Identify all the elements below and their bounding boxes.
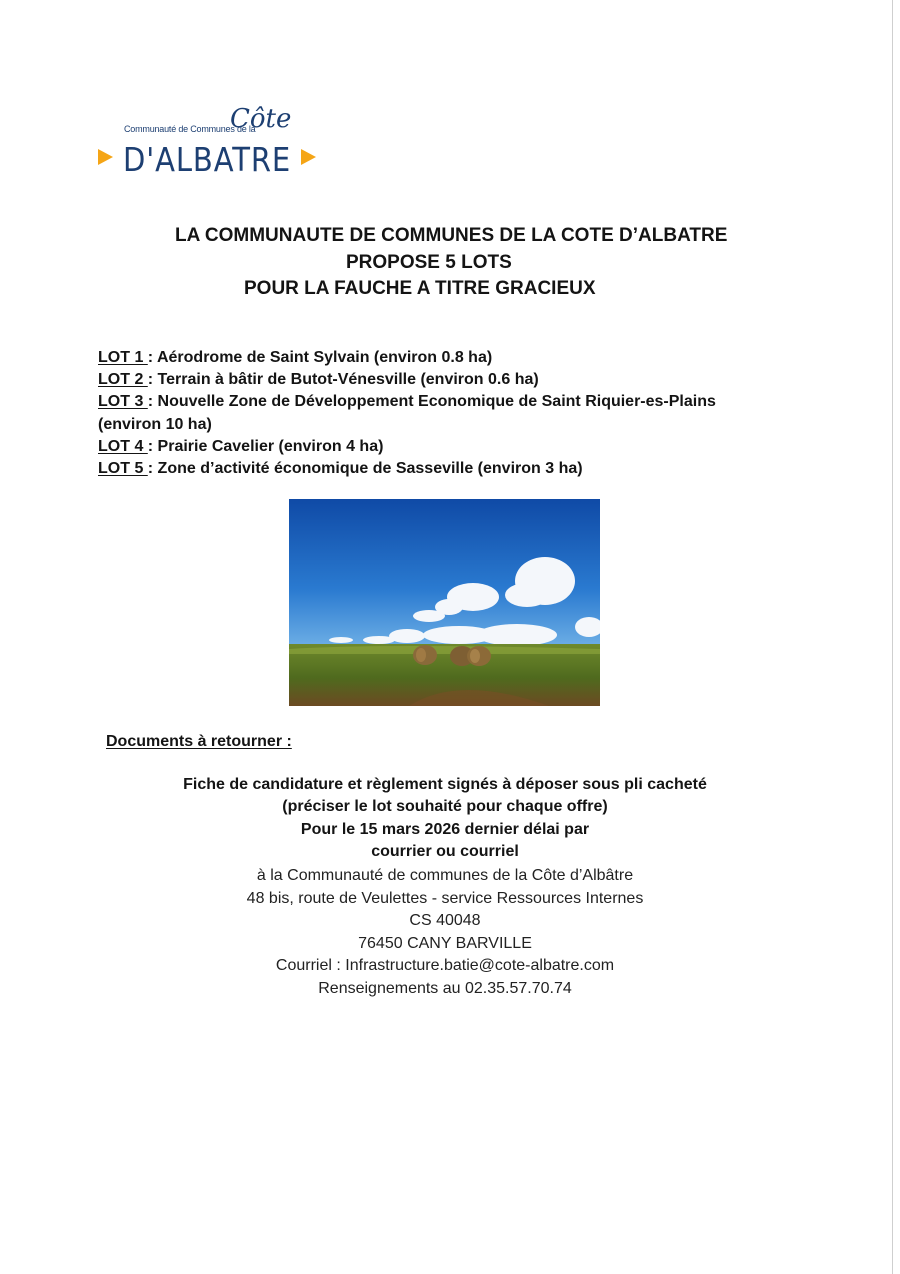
documents-title: Documents à retourner : [106, 733, 292, 750]
phone-line: Renseignements au 02.35.57.70.74 [318, 980, 572, 997]
heading-line-2: PROPOSE 5 LOTS [346, 252, 512, 273]
lot-item [98, 347, 778, 369]
lot-item [98, 436, 778, 458]
lot-text: : Terrain à bâtir de Butot-Vénesville (environ 0.6 ha) [147, 371, 539, 389]
logo-cote-text: Côte [230, 104, 292, 134]
logo-arrow-right-icon [301, 149, 316, 165]
documents-line: (préciser le lot souhaité pour chaque offre) [282, 798, 608, 815]
lot-text: : Zone d’activité économique de Sasseville (environ 3 ha) [147, 460, 583, 478]
lot-label: LOT 1 [98, 349, 148, 366]
lot-text: : Nouvelle Zone de Développement Economique de Saint Riquier-es-Plains (environ 10 ha) [98, 393, 716, 433]
heading-line-1: LA COMMUNAUTE DE COMMUNES DE LA COTE D’ALBATRE [175, 225, 728, 246]
address-line: CS 40048 [409, 912, 481, 929]
heading-line-3: POUR LA FAUCHE A TITRE GRACIEUX [244, 278, 596, 299]
documents-line: Pour le 15 mars 2026 dernier délai par [300, 821, 590, 838]
lot-item [98, 391, 778, 435]
logo-small-text: Communauté de Communes de la [124, 124, 256, 134]
email-line: Courriel : Infrastructure.batie@cote-albatre.com [275, 957, 615, 974]
logo-arrow-left-icon [98, 149, 113, 165]
lot-text: : Aérodrome de Saint Sylvain (environ 0.8 ha) [147, 349, 493, 366]
address-line: à la Communauté de communes de la Côte d’Albâtre [256, 867, 634, 884]
lot-item [98, 458, 778, 480]
logo [98, 104, 328, 184]
lot-label: LOT 5 [98, 460, 148, 478]
lot-text: : Prairie Cavelier (environ 4 ha) [147, 437, 384, 455]
lot-label: LOT 3 [98, 393, 148, 411]
logo-brand-text: D'ALBATRE [123, 140, 292, 179]
lot-label: LOT 4 [98, 437, 148, 455]
documents-line: Fiche de candidature et règlement signés à déposer sous pli cacheté [183, 776, 707, 793]
field-hay-bales-photo [289, 499, 600, 706]
page-edge-line [892, 0, 893, 1274]
lots-list [98, 347, 778, 480]
lot-item [98, 369, 778, 391]
address-line: 48 bis, route de Veulettes - service Ressources Internes [246, 890, 644, 907]
address-line: 76450 CANY BARVILLE [358, 935, 532, 952]
documents-line: courrier ou courriel [371, 843, 519, 860]
lot-label: LOT 2 [98, 371, 148, 389]
